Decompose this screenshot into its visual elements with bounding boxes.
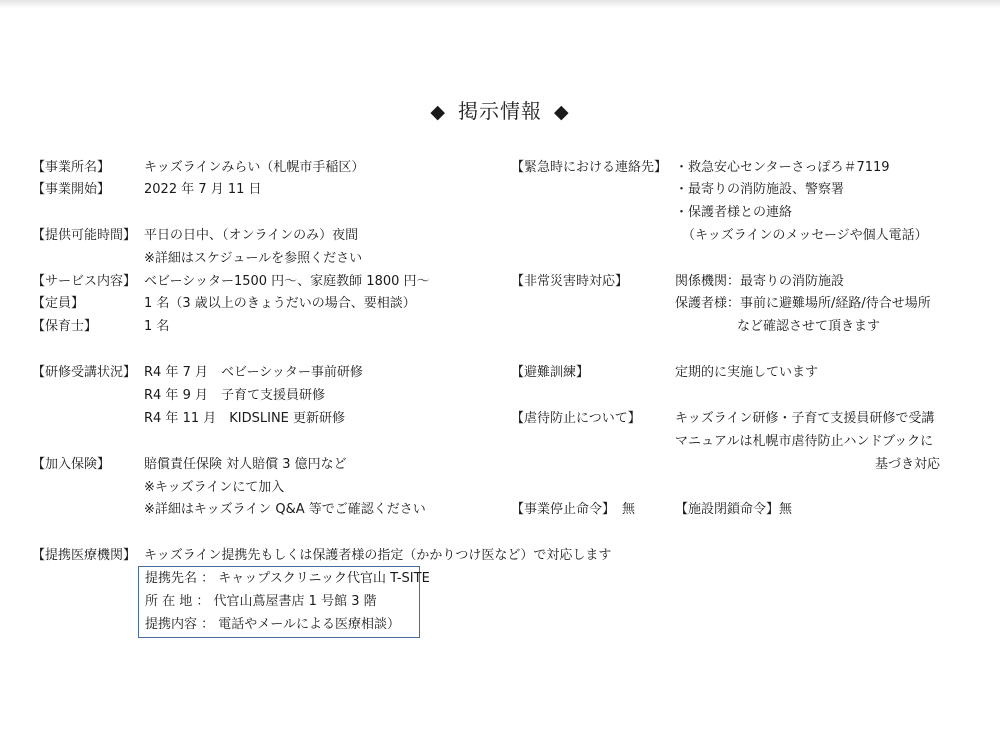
emergency-contact-line-4: （キッズラインのメッセージや個人電話） [682,228,928,243]
medical-label: 【提携医療機関】 [32,548,137,563]
partner-clinic-box [138,566,430,638]
emergency-contact-line-3: ・保護者様との連絡 [675,205,793,220]
training-item-1: R4 年 7 月 ベビーシッター事前研修 [144,365,363,380]
diamond-left-icon: ◆ [430,101,446,123]
disaster-line-3: など確認させて頂きます [737,319,881,334]
abuse-line-1: キッズライン研修・子育て支援員研修で受講 [675,411,935,426]
emergency-contact-label: 【緊急時における連絡先】 [511,160,668,175]
business-name-label: 【事業所名】 [32,160,111,175]
partner-address: 所 在 地 ： 代官山蔦屋書店 1 号館 3 階 [145,594,377,609]
closure-value: 無 [779,502,793,517]
abuse-line-2: マニュアルは札幌市虐待防止ハンドブックに [675,434,934,449]
insurance-line-2: ※キッズラインにて加入 [144,480,285,495]
emergency-contact-line-2: ・最寄りの消防施設、警察署 [675,182,845,197]
partner-content: 提携内容 ： 電話やメールによる医療相談） [145,617,401,632]
business-name-value: キッズラインみらい（札幌市手稲区） [144,160,365,175]
disaster-line-2: 保護者様：事前に避難場所/経路/待合せ場所 [675,296,931,311]
hours-value: 平日の日中、（オンラインのみ）夜間 [144,228,359,243]
training-item-2: R4 年 9 月 子育て支援員研修 [144,388,325,403]
medical-value: キッズライン提携先もしくは保護者様の指定（かかりつけ医など）で対応します [144,548,612,563]
nursery-value: 1 名 [144,319,170,334]
capacity-label: 【定員】 [32,296,85,311]
drill-value: 定期的に実施しています [675,365,819,380]
closure-label: 【施設閉鎖命令】 [675,502,780,517]
drill-label: 【避難訓練】 [511,365,590,380]
insurance-line-3: ※詳細はキッズライン Q&A 等でご確認ください [144,502,426,517]
service-label: 【サービス内容】 [32,274,137,289]
insurance-label: 【加入保険】 [32,457,111,472]
service-value: ベビーシッター1500 円～、家庭教師 1800 円～ [144,274,430,289]
diamond-right-icon: ◆ [554,101,570,123]
disaster-label: 【非常災害時対応】 [511,274,629,289]
suspension-label: 【事業停止命令】 [511,502,616,517]
page-title [0,95,1000,124]
abuse-line-3: 基づき対応 [874,457,940,472]
suspension-value: 無 [622,502,636,517]
partner-name: 提携先名 ： キャップスクリニック代官山 T-SITE [145,571,430,586]
business-start-value: 2022 年 7 月 11 日 [144,182,262,197]
capacity-value: 1 名（3 歳以上のきょうだいの場合、要相談） [144,296,416,311]
nursery-label: 【保育士】 [32,319,98,334]
hours-note: ※詳細はスケジュールを参照ください [144,251,363,266]
abuse-label: 【虐待防止について】 [511,411,641,426]
emergency-contact-line-1: ・救急安心センターさっぽろ＃7119 [675,160,890,175]
training-label: 【研修受講状況】 [32,365,137,380]
training-item-3: R4 年 11 月 KIDSLINE 更新研修 [144,411,346,426]
insurance-line-1: 賠償責任保険 対人賠償 3 億円など [144,457,347,472]
business-start-label: 【事業開始】 [32,182,111,197]
hours-label: 【提供可能時間】 [32,228,137,243]
page-title-text: 掲示情報 [458,99,542,123]
viewer-top-shadow [0,0,1000,8]
disaster-line-1: 関係機関：最寄りの消防施設 [675,274,845,289]
